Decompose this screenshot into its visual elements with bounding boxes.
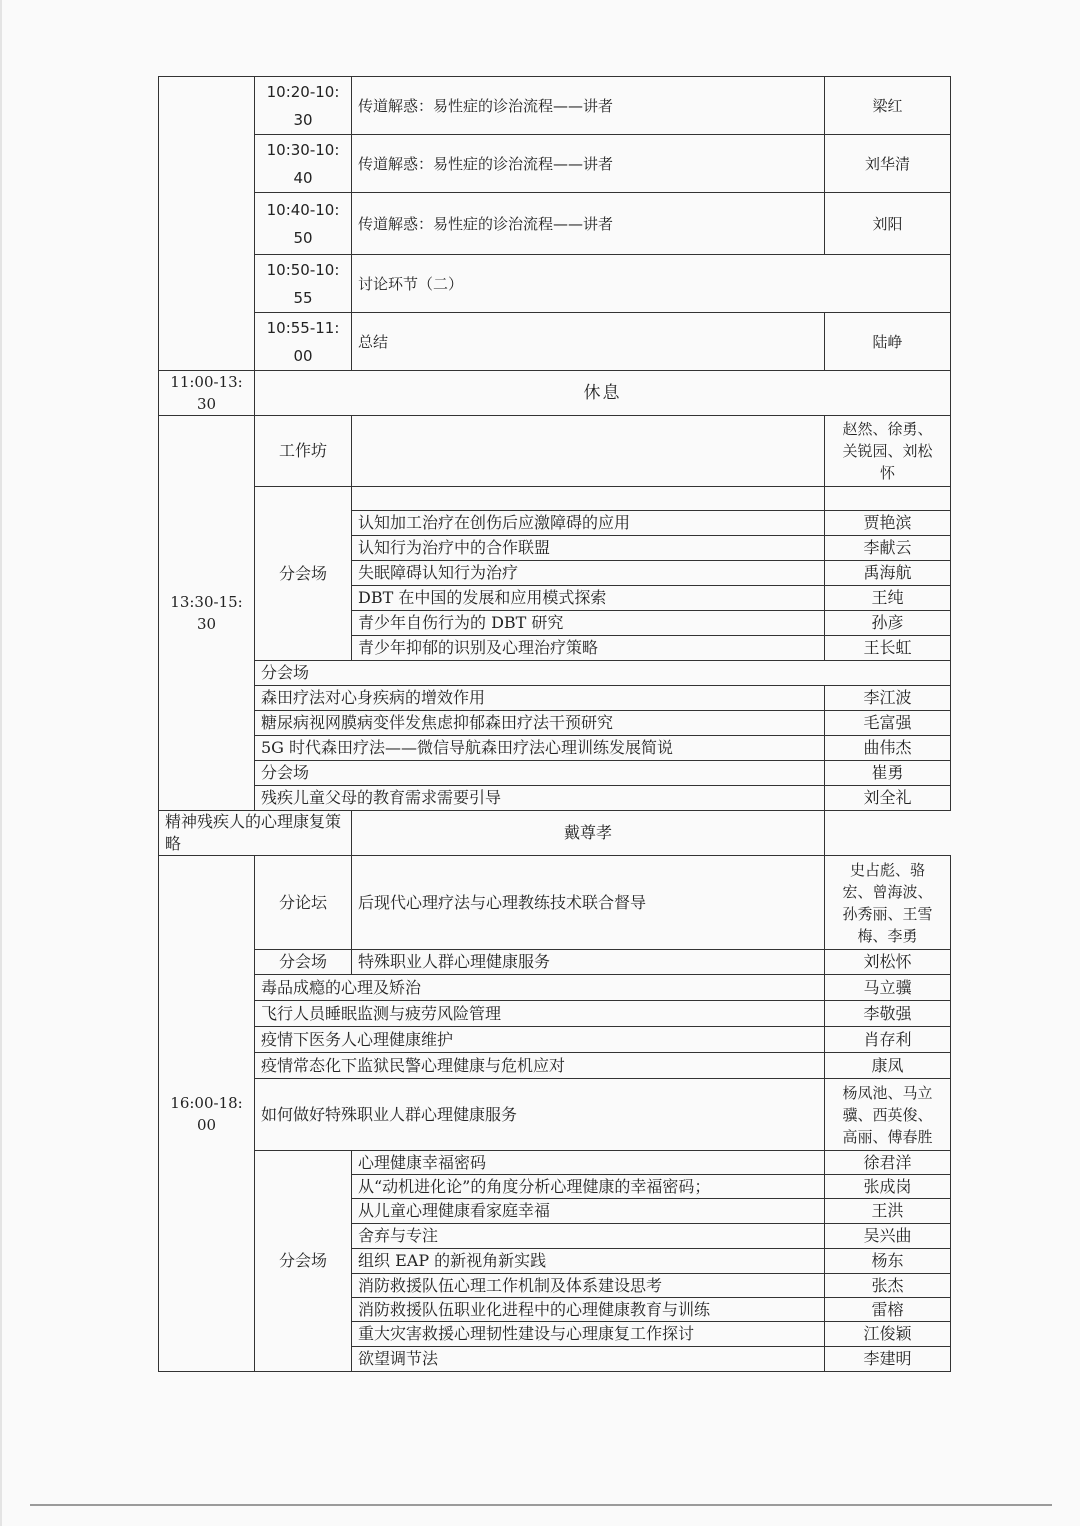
topic-cell: 特殊职业人群心理健康服务	[352, 950, 825, 975]
speaker-cell: 王洪	[825, 1199, 951, 1224]
table-row	[159, 487, 951, 511]
table-row	[159, 711, 951, 736]
table-row	[159, 1079, 951, 1151]
topic-cell: 重大灾害救援心理韧性建设与心理康复工作探讨	[352, 1322, 825, 1347]
footer-rule	[30, 1504, 1052, 1506]
speaker-cell: 曲伟杰	[825, 736, 951, 761]
topic-cell	[352, 487, 825, 511]
speaker-cell: 刘松怀	[825, 950, 951, 975]
panel-topic: 如何做好特殊职业人群心理健康服务	[255, 1079, 825, 1151]
topic-cell: 失眠障碍认知行为治疗	[352, 561, 825, 586]
speaker-cell: 贾艳滨	[825, 511, 951, 536]
table-row	[159, 193, 951, 255]
topic-cell: 传道解惑：易性症的诊治流程——讲者	[352, 77, 825, 135]
session-label: 分会场	[255, 487, 352, 661]
session-label: 分会场	[255, 661, 951, 686]
topic-cell: 飞行人员睡眠监测与疲劳风险管理	[255, 1001, 825, 1027]
speaker-cell: 梁红	[825, 77, 951, 135]
table-row	[159, 416, 951, 487]
topic-cell: 毒品成瘾的心理及矫治	[255, 975, 825, 1001]
panel-speakers: 杨凤池、马立 骥、西英俊、 高丽、傅春胜	[825, 1079, 951, 1151]
table-row	[159, 371, 951, 416]
topic-cell: 组织 EAP 的新视角新实践	[352, 1249, 825, 1274]
table-row	[159, 1053, 951, 1079]
table-row	[159, 786, 951, 811]
table-row	[159, 313, 951, 371]
speaker-cell: 毛富强	[825, 711, 951, 736]
table-row	[159, 77, 951, 135]
topic-cell: 疫情下医务人心理健康维护	[255, 1027, 825, 1053]
time-cell: 10:55-11: 00	[255, 313, 352, 371]
topic-cell: 总结	[352, 313, 825, 371]
time-block-morning	[159, 77, 255, 371]
speaker-cell: 肖存利	[825, 1027, 951, 1053]
topic-cell: 糖尿病视网膜病变伴发焦虑抑郁森田疗法干预研究	[255, 711, 825, 736]
topic-cell: 5G 时代森田疗法——微信导航森田疗法心理训练发展简说	[255, 736, 825, 761]
topic-cell: 青少年抑郁的识别及心理治疗策略	[352, 636, 825, 661]
speaker-cell: 陆峥	[825, 313, 951, 371]
session-label: 分会场	[255, 1151, 352, 1372]
speaker-cell: 李敬强	[825, 1001, 951, 1027]
workshop-label: 工作坊	[255, 416, 352, 487]
topic-cell: 残疾儿童父母的教育需求需要引导	[255, 786, 825, 811]
time-block-afternoon-2: 16:00-18: 00	[159, 856, 255, 1372]
time-cell: 10:50-10: 55	[255, 255, 352, 313]
table-row	[159, 135, 951, 193]
speaker-cell: 杨东	[825, 1249, 951, 1274]
speaker-cell: 康凤	[825, 1053, 951, 1079]
schedule-table	[158, 76, 951, 1372]
speaker-cell: 王纯	[825, 586, 951, 611]
topic-cell: 精神残疾人的心理康复策略	[159, 811, 352, 856]
speaker-cell: 孙彦	[825, 611, 951, 636]
speaker-cell: 戴尊孝	[352, 811, 825, 856]
workshop-speakers: 赵然、徐勇、 关锐园、刘松 怀	[825, 416, 951, 487]
topic-cell: 传道解惑：易性症的诊治流程——讲者	[352, 135, 825, 193]
topic-cell: 认知加工治疗在创伤后应激障碍的应用	[352, 511, 825, 536]
speaker-cell: 禹海航	[825, 561, 951, 586]
topic-cell: 从儿童心理健康看家庭幸福	[352, 1199, 825, 1224]
table-row	[159, 975, 951, 1001]
speaker-cell: 刘华清	[825, 135, 951, 193]
speaker-cell: 李献云	[825, 536, 951, 561]
topic-cell: 青少年自伤行为的 DBT 研究	[352, 611, 825, 636]
forum-speakers: 史占彪、骆 宏、曾海波、 孙秀丽、王雪 梅、李勇	[825, 856, 951, 950]
session-label: 分会场	[255, 950, 352, 975]
topic-cell: 森田疗法对心身疾病的增效作用	[255, 686, 825, 711]
table-row	[159, 255, 951, 313]
table-row	[159, 950, 951, 975]
topic-cell: 消防救援队伍心理工作机制及体系建设思考	[352, 1274, 825, 1298]
speaker-cell	[825, 487, 951, 511]
speaker-cell: 张杰	[825, 1274, 951, 1298]
speaker-cell: 雷榕	[825, 1298, 951, 1322]
table-row	[159, 761, 951, 786]
speaker-cell: 李建明	[825, 1347, 951, 1372]
page-edge	[0, 0, 2, 1526]
time-cell: 10:30-10: 40	[255, 135, 352, 193]
break-label: 休息	[255, 371, 951, 416]
speaker-cell: 刘全礼	[825, 786, 951, 811]
workshop-topic	[352, 416, 825, 487]
table-row	[159, 1151, 951, 1175]
table-row	[159, 856, 951, 950]
speaker-cell: 马立骥	[825, 975, 951, 1001]
table-row	[159, 1027, 951, 1053]
session-label: 分会场	[255, 761, 825, 786]
speaker-cell: 江俊颖	[825, 1322, 951, 1347]
table-row	[159, 686, 951, 711]
topic-cell: DBT 在中国的发展和应用模式探索	[352, 586, 825, 611]
topic-cell: 欲望调节法	[352, 1347, 825, 1372]
topic-cell: 讨论环节（二）	[352, 255, 951, 313]
forum-topic: 后现代心理疗法与心理教练技术联合督导	[352, 856, 825, 950]
topic-cell: 从“动机进化论”的角度分析心理健康的幸福密码；	[352, 1175, 825, 1199]
time-cell: 10:40-10: 50	[255, 193, 352, 255]
speaker-cell: 崔勇	[825, 761, 951, 786]
speaker-cell: 刘阳	[825, 193, 951, 255]
speaker-cell: 李江波	[825, 686, 951, 711]
speaker-cell: 徐君洋	[825, 1151, 951, 1175]
speaker-cell: 王长虹	[825, 636, 951, 661]
topic-cell: 认知行为治疗中的合作联盟	[352, 536, 825, 561]
table-row	[159, 736, 951, 761]
table-row	[159, 661, 951, 686]
speaker-cell: 吴兴曲	[825, 1224, 951, 1249]
topic-cell: 传道解惑：易性症的诊治流程——讲者	[352, 193, 825, 255]
forum-label: 分论坛	[255, 856, 352, 950]
table-row	[159, 811, 951, 856]
break-time: 11:00-13: 30	[159, 371, 255, 416]
topic-cell: 心理健康幸福密码	[352, 1151, 825, 1175]
topic-cell: 消防救援队伍职业化进程中的心理健康教育与训练	[352, 1298, 825, 1322]
topic-cell: 疫情常态化下监狱民警心理健康与危机应对	[255, 1053, 825, 1079]
time-cell: 10:20-10: 30	[255, 77, 352, 135]
speaker-cell: 张成岗	[825, 1175, 951, 1199]
time-block-afternoon-1: 13:30-15: 30	[159, 416, 255, 811]
table-row	[159, 1001, 951, 1027]
topic-cell: 舍弃与专注	[352, 1224, 825, 1249]
